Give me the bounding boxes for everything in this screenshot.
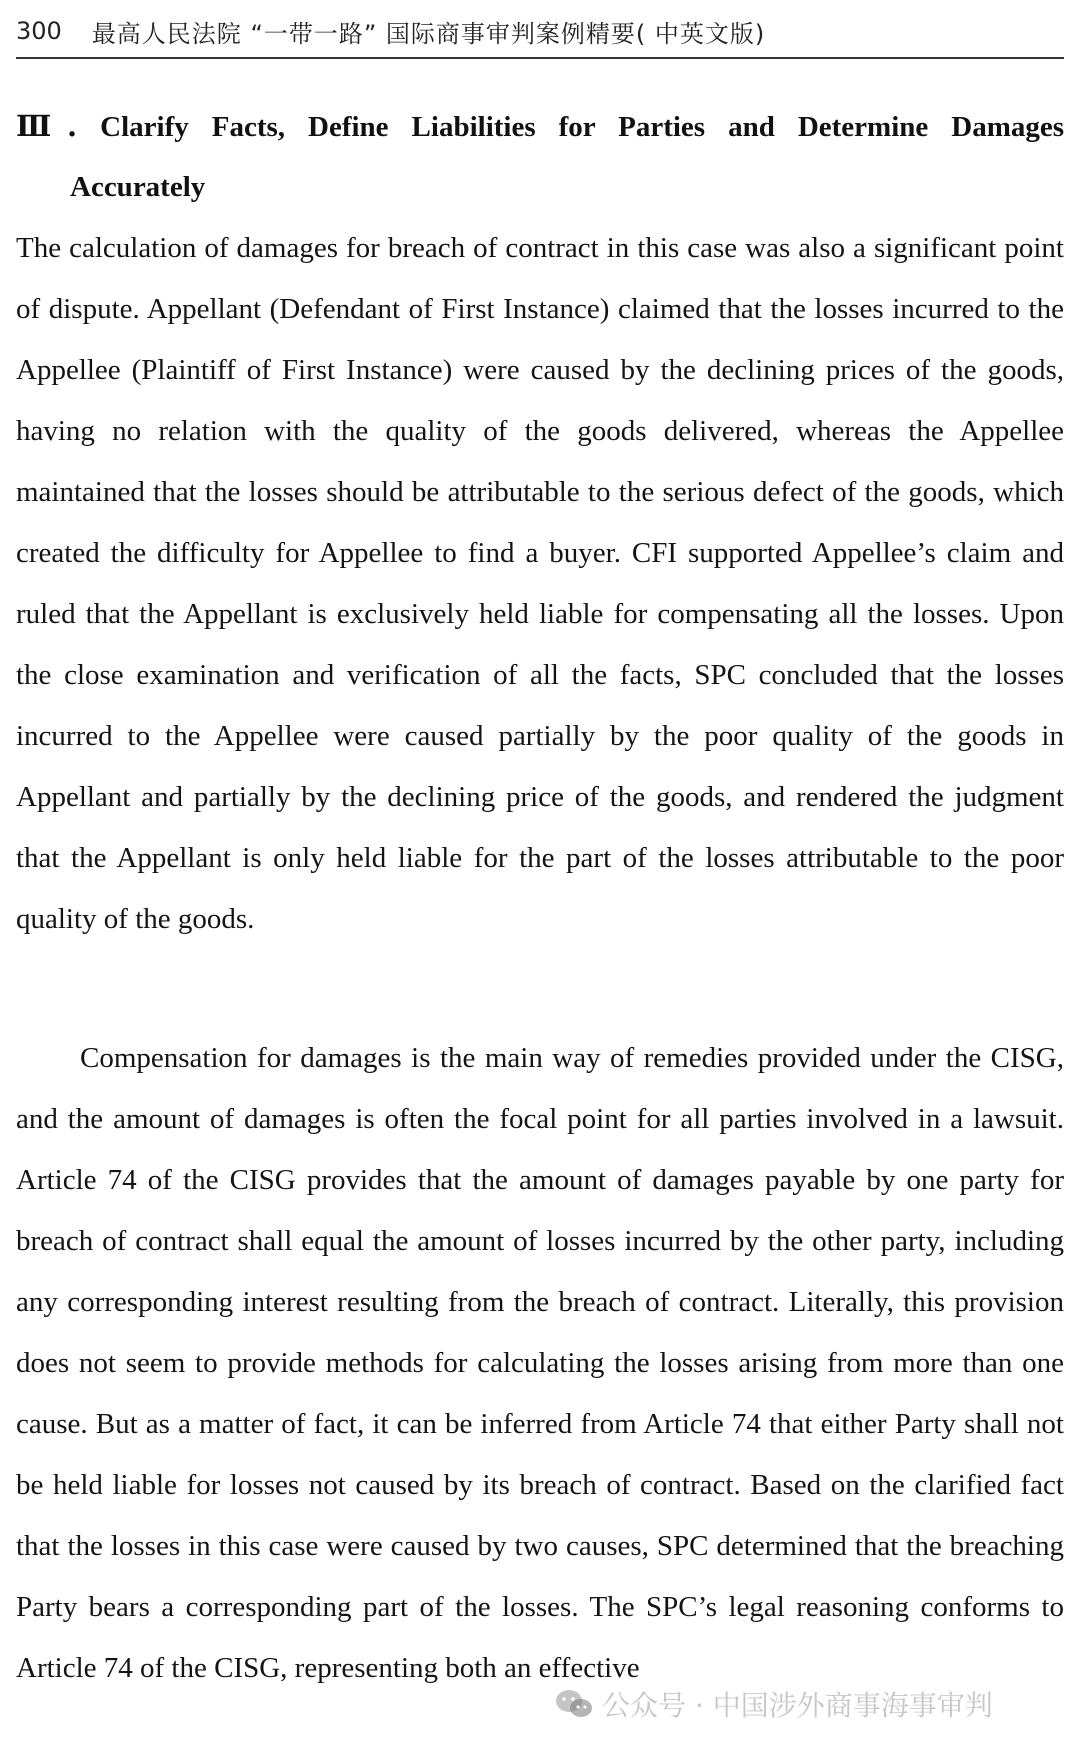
body-paragraph-1: The calculation of damages for breach of contract in this case was also a significant point of dispute. Appellant (Defendant of First Instance) claimed that the losses incurred to the Appellee (Plaintiff of First Instance) were caused by the declining prices of the goods, having no relation with the quality of the goods delivered, whereas the Appellee maintained that the losses should be attributable to the serious defect of the goods, which created the difficulty for Appellee to find a buyer. CFI supported Appellee’s claim and ruled that the Appellant is exclusively held liable for compensating all the losses. Upon the close examination and verification of all the facts, SPC concluded that the losses incurred to the Appellee were caused partially by the poor quality of the goods in Appellant and partially by the declining price of the goods, and rendered the judgment that the Appellant is only held liable for the part of the losses attributable to the poor quality of the goods.	[16, 232, 1064, 935]
section-numeral: Ⅲ.	[16, 109, 78, 143]
section-heading-line-1	[16, 96, 1064, 157]
watermark-text: 公众号 · 中国涉外商事海事审判	[602, 1689, 993, 1722]
page-number: 300	[16, 17, 62, 45]
book-title: 最高人民法院 “一带一路” 国际商事审判案例精要( 中英文版)	[91, 19, 766, 48]
body-paragraph-2: Compensation for damages is the main way of remedies provided under the CISG, and the amount of damages is often the focal point for all parties involved in a lawsuit. Article 74 of the CISG provides that the amount of damages payable by one party for breach of contract shall equal the amount of losses incurred by the other party, including any corresponding interest resulting from the breach of contract. Literally, this provision does not seem to provide methods for calculating the losses arising from more than one cause. But as a matter of fact, it can be inferred from Article 74 that either Party shall not be held liable for losses not caused by its breach of contract. Based on the clarified fact that the losses in this case were caused by two causes, SPC determined that the breaching Party bears a corresponding part of the losses. The SPC’s legal reasoning conforms to Article 74 of the CISG, representing both an effective	[16, 1042, 1064, 1684]
running-header	[16, 10, 1066, 52]
section-heading	[16, 96, 1064, 218]
section-title-line-1: Clarify Facts, Define Liabilities for Parties and Determine Damages	[100, 111, 1065, 143]
header-divider	[16, 57, 1064, 59]
section-title-line-2: Accurately	[70, 171, 206, 203]
